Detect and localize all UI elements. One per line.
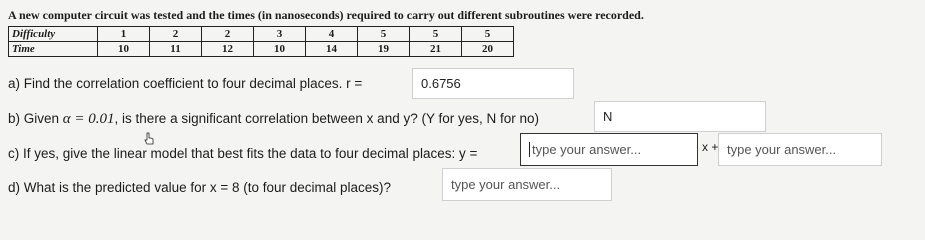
x-plus-label: x +	[702, 140, 719, 154]
table-cell: 10	[98, 42, 150, 57]
table-cell: 5	[462, 27, 514, 42]
intercept-input[interactable]: type your answer...	[718, 133, 882, 166]
question-a: a) Find the correlation coefficient to four decimal places. r =	[8, 76, 363, 91]
question-b	[8, 111, 539, 128]
table-cell: 2	[150, 27, 202, 42]
significance-answer-field[interactable]: N	[594, 101, 766, 132]
table-cell: 2	[202, 27, 254, 42]
table-cell: 11	[150, 42, 202, 57]
problem-intro: A new computer circuit was tested and the times (in nanoseconds) required to carry out different subroutines were recorded.	[8, 8, 644, 22]
table-cell: 21	[410, 42, 462, 57]
table-cell: 5	[358, 27, 410, 42]
row-label-time: Time	[9, 42, 98, 57]
table-row-difficulty	[9, 27, 514, 42]
prediction-input[interactable]: type your answer...	[442, 168, 612, 201]
table-cell: 5	[410, 27, 462, 42]
text-caret	[529, 142, 530, 157]
hand-cursor-icon	[142, 132, 156, 146]
question-b-suffix: , is there a significant correlation between x and y? (Y for yes, N for no)	[114, 111, 540, 126]
table-cell: 12	[202, 42, 254, 57]
question-b-prefix: b) Given	[8, 111, 60, 126]
data-table	[8, 26, 514, 57]
table-cell: 4	[306, 27, 358, 42]
correlation-answer-field[interactable]: 0.6756	[412, 68, 574, 99]
table-cell: 20	[462, 42, 514, 57]
table-cell: 19	[358, 42, 410, 57]
question-c: c) If yes, give the linear model that best fits the data to four decimal places: y =	[8, 146, 478, 161]
slope-placeholder: type your answer...	[532, 142, 642, 157]
question-d: d) What is the predicted value for x = 8 (to four decimal places)?	[8, 180, 392, 195]
table-row-time	[9, 42, 514, 57]
slope-input[interactable]	[520, 133, 698, 166]
table-cell: 14	[306, 42, 358, 57]
table-cell: 1	[98, 27, 150, 42]
table-cell: 3	[254, 27, 306, 42]
table-cell: 10	[254, 42, 306, 57]
alpha-expression: α = 0.01	[62, 111, 115, 127]
row-label-difficulty: Difficulty	[9, 27, 98, 42]
